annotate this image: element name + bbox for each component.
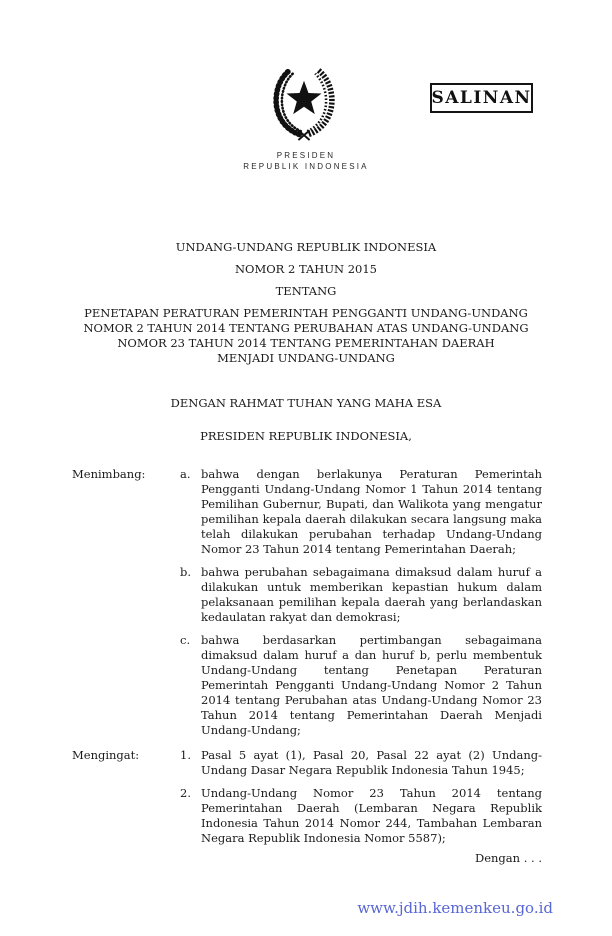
legal-basis-label: Mengingat: [72, 748, 140, 762]
jdih-url-link[interactable]: www.jdih.kemenkeu.go.id [357, 899, 553, 917]
item-text: bahwa dengan berlakunya Peraturan Pemerintah Pengganti Undang-Undang Nomor 1 Tahun 2014 tentang Pemilihan Gubernur, Bupati, dan Walikota yang mengatur pemilihan kepala daerah dilakukan secara langsung maka telah dilakukan perubahan terhadap Undang-Undang Nomor 23 Tahun 2014 tentang Pemerintahan Daerah; [201, 467, 542, 556]
consideration-item [180, 467, 542, 557]
consideration-item [180, 565, 542, 625]
item-text: Undang-Undang Nomor 23 Tahun 2014 tentang Pemerintahan Daerah (Lembaran Negara Republik Indonesia Tahun 2014 Nomor 244, Tambahan Lembaran Negara Republik Indonesia Nomor 5587); [201, 786, 542, 845]
consideration-item [180, 633, 542, 738]
document-title-block [66, 240, 546, 366]
considerations-items [180, 467, 542, 738]
item-marker: 2. [180, 786, 191, 800]
invocation-line: DENGAN RAHMAT TUHAN YANG MAHA ESA [170, 396, 442, 410]
agency-line-republik-indonesia: REPUBLIK INDONESIA [243, 162, 369, 171]
page-catchword: Dengan . . . [475, 851, 542, 865]
title-subject-line: NOMOR 23 TAHUN 2014 TENTANG PEMERINTAHAN DAERAH [117, 336, 495, 350]
considerations-label: Menimbang: [72, 467, 146, 481]
legal-basis-item [180, 748, 542, 778]
item-text: bahwa berdasarkan pertimbangan sebagaimana dimaksud dalam huruf a dan huruf b, perlu membentuk Undang-Undang tentang Penetapan Peraturan Pemerintah Pengganti Undang-Undang Nomor 2 Tahun 2014 tentang Perubahan atas Undang-Undang Nomor 23 Tahun 2014 tentang Pemerintahan Daerah Menjadi Undang-Undang; [201, 633, 542, 737]
legal-basis-section [72, 748, 542, 846]
title-subject-line: PENETAPAN PERATURAN PEMERINTAH PENGGANTI UNDANG-UNDANG [84, 306, 528, 320]
considerations-section [72, 467, 542, 738]
item-text: bahwa perubahan sebagaimana dimaksud dalam huruf a dilakukan untuk memberikan kepastian hukum dalam pelaksanaan pemilihan kepala daerah yang berlandaskan kedaulatan rakyat dan demokrasi; [201, 565, 542, 624]
item-marker: a. [180, 467, 191, 481]
salinan-stamp: SALINAN [430, 83, 533, 113]
item-marker: b. [180, 565, 192, 579]
title-line-tentang: TENTANG [275, 284, 337, 298]
document-body [72, 467, 542, 866]
legal-basis-item [180, 786, 542, 846]
authority-line: PRESIDEN REPUBLIK INDONESIA, [200, 429, 412, 443]
agency-line-presiden: PRESIDEN [276, 151, 336, 160]
item-text: Pasal 5 ayat (1), Pasal 20, Pasal 22 ayat (2) Undang-Undang Dasar Negara Republik Indonesia Tahun 1945; [201, 748, 542, 777]
title-line-type: UNDANG-UNDANG REPUBLIK INDONESIA [175, 240, 437, 254]
legal-basis-items [180, 748, 542, 846]
title-line-number: NOMOR 2 TAHUN 2015 [234, 262, 378, 276]
item-marker: c. [180, 633, 191, 647]
title-subject-line: MENJADI UNDANG-UNDANG [217, 351, 395, 365]
agency-letterhead [0, 150, 612, 172]
star-icon [286, 81, 321, 114]
item-marker: 1. [180, 748, 191, 762]
title-subject [66, 306, 546, 366]
presidential-emblem-icon [264, 62, 344, 146]
title-subject-line: NOMOR 2 TAHUN 2014 TENTANG PERUBAHAN ATAS UNDANG-UNDANG [83, 321, 529, 335]
